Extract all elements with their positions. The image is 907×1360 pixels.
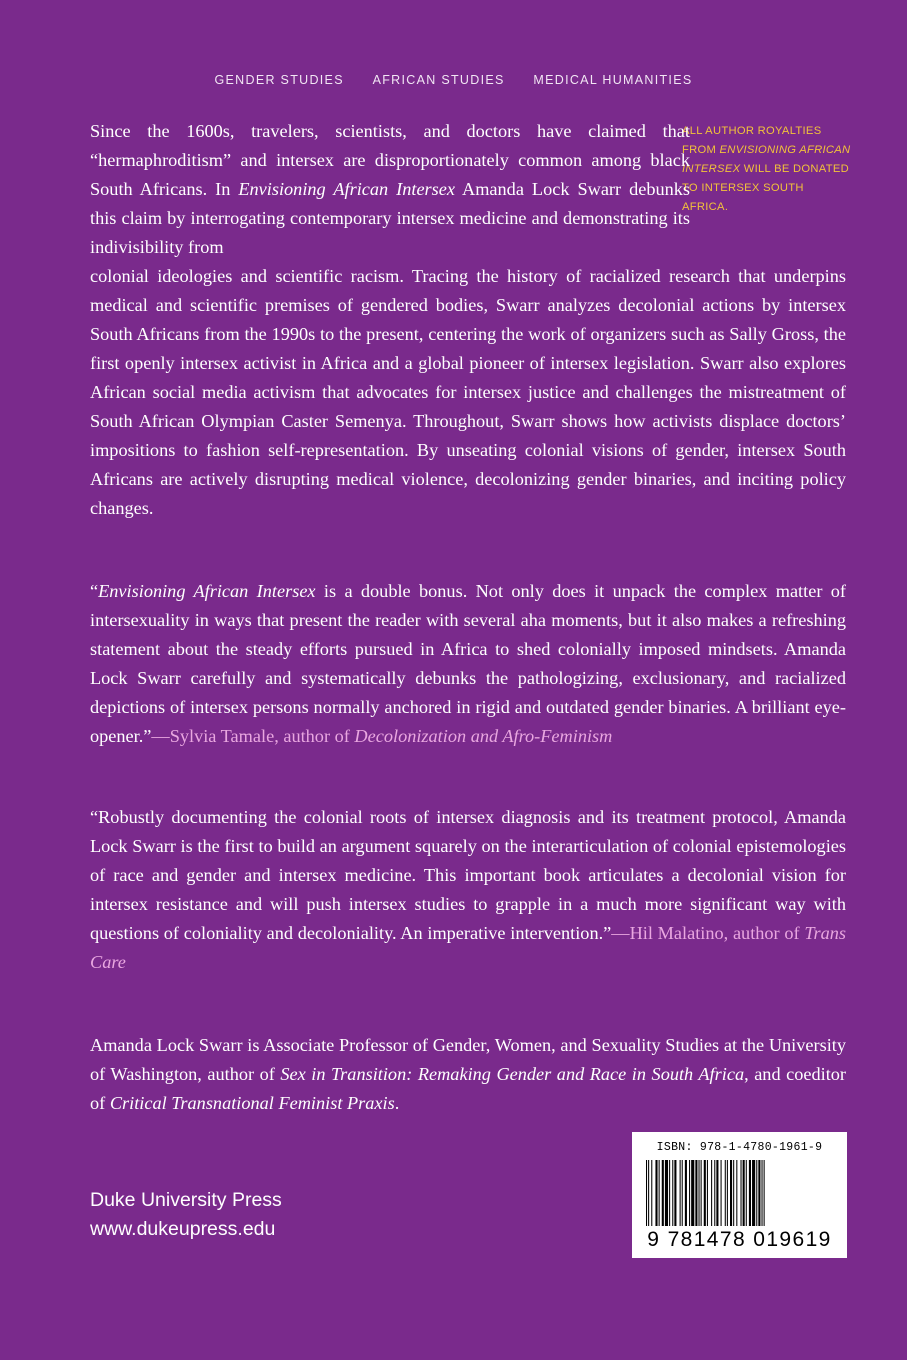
barcode-bar	[749, 1160, 751, 1226]
bio-book-title-2: Critical Transnational Feminist Praxis	[109, 1093, 395, 1113]
blurb-attribution: —Hil Malatino, author of Trans Care	[90, 923, 846, 972]
barcode-bar	[741, 1160, 742, 1226]
barcode-bar	[659, 1160, 660, 1226]
barcode-bar	[655, 1160, 657, 1226]
barcode-bar	[730, 1160, 732, 1226]
barcode-bar	[672, 1160, 673, 1226]
barcode-bar	[646, 1160, 647, 1226]
description-paragraph-start: Since the 1600s, travelers, scientists, and doctors have claimed that “hermaphroditism” and intersex are disproportionately common among black South Africans. In Envisioning African Intersex Amanda Lock Swarr debunks this claim by interrogating contemporary intersex medicine and demonstrating its indivisibility from	[90, 121, 691, 257]
barcode-bar	[699, 1160, 700, 1226]
bio-book-title-1: Sex in Transition: Remaking Gender and Race in South Africa	[280, 1064, 745, 1084]
barcode-bar	[756, 1160, 757, 1226]
barcode-bar	[743, 1160, 745, 1226]
barcode-bar	[711, 1160, 712, 1226]
subject-african-studies: AFRICAN STUDIES	[372, 73, 505, 87]
publisher-name: Duke University Press	[90, 1189, 282, 1211]
isbn-label: ISBN: 978-1-4780-1961-9	[656, 1141, 823, 1154]
barcode-bar	[651, 1160, 652, 1226]
barcode-digits: 9 781478 019619	[647, 1228, 832, 1251]
description-paragraph-continued: colonial ideologies and scientific racism. Tracing the history of racialized research that underpins medical and scientific premises of gendered bodies, Swarr analyzes decolonial actions by intersex South Africans from the 1990s to the present, centering the work of organizers such as Sally Gross, the first openly intersex activist in Africa and a global pioneer of intersex legislation. Swarr also explores African social media activism that advocates for intersex justice and challenges the mistreatment of South African Olympian Caster Semenya. Throughout, Swarr shows how activists displace doctors’ impositions to fashion self-representation. By unseating colonial visions of gender, intersex South Africans are actively disrupting medical violence, decolonizing gender binaries, and inciting policy changes.	[90, 266, 846, 518]
barcode-bar	[662, 1160, 664, 1226]
royalty-note: ALL AUTHOR ROYALTIES FROM ENVISIONING AFRICAN INTERSEX WILL BE DONATED TO INTERSEX SOUTH AFRICA.	[682, 125, 851, 213]
barcode-bar	[725, 1160, 726, 1226]
description-book-title: Envisioning African Intersex	[238, 179, 456, 199]
barcode-bar	[758, 1160, 760, 1226]
barcode-bar	[752, 1160, 755, 1226]
barcode-bar	[648, 1160, 649, 1226]
barcode-bar	[762, 1160, 763, 1226]
barcode-bar	[707, 1160, 708, 1226]
barcode-bar	[736, 1160, 737, 1226]
barcode-bar	[733, 1160, 734, 1226]
barcode-bar	[685, 1160, 687, 1226]
barcode-bar	[665, 1160, 668, 1226]
barcode-bar	[746, 1160, 747, 1226]
blurb-attribution: —Sylvia Tamale, author of Decolonization and Afro-Feminism	[151, 726, 613, 746]
barcode-bar	[691, 1160, 694, 1226]
barcode-bar	[680, 1160, 681, 1226]
publisher-info	[90, 1186, 282, 1244]
barcode-bars	[646, 1160, 833, 1226]
barcode-bar	[716, 1160, 718, 1226]
royalty-book-title: ENVISIONING AFRICAN INTERSEX	[682, 144, 851, 175]
barcode-bar	[674, 1160, 676, 1226]
subject-categories	[0, 73, 907, 87]
subject-gender-studies: GENDER STUDIES	[214, 73, 344, 87]
barcode-bar	[714, 1160, 715, 1226]
publisher-url: www.dukeupress.edu	[90, 1218, 276, 1240]
author-bio: Amanda Lock Swarr is Associate Professor of Gender, Women, and Sexuality Studies at the University of Washington, author of Sex in Transition: Remaking Gender and Race in South Africa, and coeditor of Critical Transnational Feminist Praxis.	[90, 1035, 847, 1113]
barcode-bar	[721, 1160, 722, 1226]
blurb-book-title: Envisioning African Intersex	[98, 581, 316, 601]
barcode-bar	[695, 1160, 697, 1226]
barcode-bar	[764, 1160, 765, 1226]
barcode-bar	[689, 1160, 690, 1226]
barcode-bar	[682, 1160, 683, 1226]
blurb-hil-malatino: “Robustly documenting the colonial roots of intersex diagnosis and its treatment protocol, Amanda Lock Swarr is the first to build an argument squarely on the interarticulation of colonial epistemologies of race and gender and intersex medicine. This important book articulates a decolonial vision for intersex resistance and will push intersex studies to grapple in a much more significant way with questions of coloniality and decoloniality. An imperative intervention.”—Hil Malatino, author of Trans Care	[90, 807, 846, 972]
barcode-bar	[727, 1160, 728, 1226]
subject-medical-humanities: MEDICAL HUMANITIES	[533, 73, 693, 87]
isbn-barcode	[632, 1132, 847, 1258]
barcode-bar	[701, 1160, 702, 1226]
barcode-bar	[704, 1160, 706, 1226]
barcode-bar	[669, 1160, 670, 1226]
blurb-sylvia-tamale: “Envisioning African Intersex is a double bonus. Not only does it unpack the complex matter of intersexuality in ways that present the reader with several aha moments, but it also makes a refreshing statement about the steady efforts pursued in Africa to shed colonially imposed mindsets. Amanda Lock Swarr carefully and systematically debunks the pathologizing, exclusionary, and racialized depictions of intersex persons normally anchored in rigid and outdated gender binaries. A brilliant eye-opener.”—Sylvia Tamale, author of Decolonization and Afro-Feminism	[90, 581, 847, 746]
